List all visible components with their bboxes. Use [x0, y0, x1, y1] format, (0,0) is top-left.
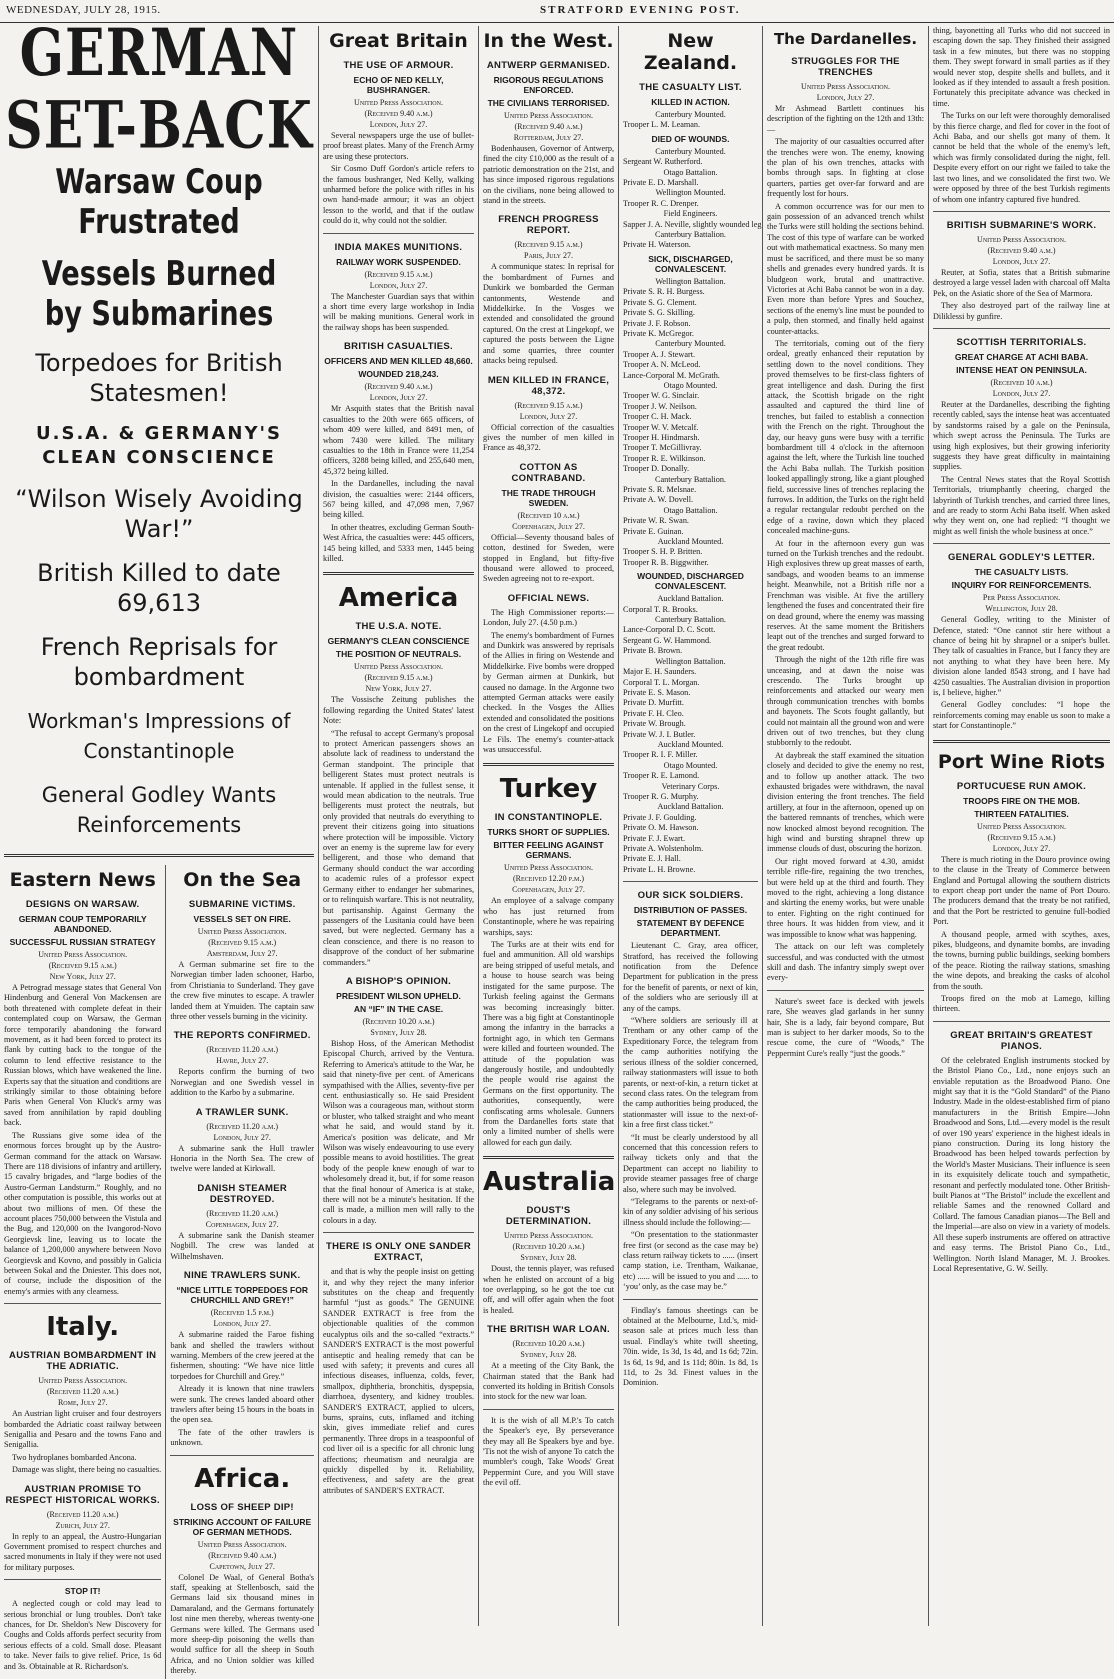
headline: A BISHOP'S OPINION.: [345, 975, 452, 987]
casualty-list-entry: Otago Mounted.: [663, 760, 718, 770]
dateline: Copenhagen, July 27.: [512, 521, 585, 531]
article-paragraph: Reuter at the Dardanelles, describing the fighting recently cabled, says the intense heat was accentuated by sandstorms raised by a gale on the Peninsula, which swept across the Peninsula. The Turks are using high explosives, but their growing inferiority suggests they have great difficulty in maintaining supplies.: [933, 399, 1110, 472]
casualty-list-entry: Canterbury Battalion.: [655, 615, 726, 625]
article-paragraph: General Godley concludes: “I hope the reinforcements coming may enable us soon to make a start for Constantinople.”: [933, 700, 1110, 731]
casualty-list-entry: Auckland Battalion.: [657, 594, 724, 604]
source-line: United Press Association.: [354, 662, 443, 672]
article-paragraph: Damage was slight, there being no casualties.: [12, 1465, 162, 1475]
subheadline: STATEMENT BY DEFENCE DEPARTMENT.: [636, 918, 745, 939]
casualty-list-entry: Trooper A. N. McLeod.: [623, 360, 701, 370]
dateline: New York, July 27.: [49, 972, 116, 981]
article-paragraph: “It must be clearly understood by all concerned that this concession refers to railway tickets only and that the Department can accept no liability to provide steamer passages free of charge also, where such may be involved.: [623, 1132, 758, 1194]
dateline: Havre, July 27.: [216, 1056, 269, 1066]
casualty-list-entry: Lance-Corporal M. McGrath.: [623, 370, 720, 380]
article-paragraph: Official—Seventy thousand bales of cotton, destined for Sweden, were stopped in England, but fifty-five thousand were allowed to proceed, Sweden agreeing not to re-export.: [483, 532, 614, 584]
article-paragraph: A submarine raided the Faroe fishing bank and shelled the trawlers without warning. Members of the crew jeered at the fishermen, shouting: “We have nice little torpedoes for Churchill and Grey.”: [170, 1330, 314, 1381]
paper-title: STRATFORD EVENING POST.: [540, 4, 741, 16]
article-paragraph: A submarine sank the Hull trawler Honoria in the North Sea. The crew of twelve were landed at Kirkwall.: [170, 1143, 314, 1174]
banner-headline-vessels: Vessels Burned by Submarines: [41, 254, 277, 334]
received-line: (Received 10 a.m.): [517, 510, 580, 520]
headline: DANISH STEAMER DESTROYED.: [197, 1182, 288, 1205]
banner-headline-torpedoes: Torpedoes for British Statesmen!: [35, 349, 283, 407]
banner-headline-wilson: “Wilson Wisely Avoiding War!”: [15, 485, 303, 543]
casualty-list-entry: Private F. H. Cleo.: [623, 708, 684, 718]
headline: A TRAWLER SUNK.: [195, 1106, 289, 1118]
banner-headline-usa: U.S.A. & GERMANY'S CLEAN CONSCIENCE: [36, 423, 282, 468]
received-line: (Received 9.15 a.m.): [514, 240, 583, 250]
advert-headline: STOP IT!: [64, 1586, 101, 1597]
article-paragraph: The High Commissioner reports:—London, July 27. (4.50 p.m.): [483, 607, 614, 628]
headline: LOSS OF SHEEP DIP!: [190, 1501, 294, 1513]
subheadline: RIGOROUS REGULATIONS ENFORCED.: [493, 75, 604, 95]
article-paragraph: The attack on our left was completely successful, and was conducted with the utmost skill and dash. The infantry simply swept over every-: [767, 942, 924, 983]
headline: THE CASUALTY LIST.: [639, 82, 742, 93]
subheadline: TURKS SHORT OF SUPPLIES.: [487, 827, 610, 838]
casualty-list-entry: Sergeant G. W. Hammond.: [623, 635, 712, 645]
section-title-america: America: [338, 583, 459, 614]
casualty-list-entry: Private F. J. Ewart.: [623, 833, 686, 843]
wounded-list: [623, 594, 758, 875]
received-line: (Received 12.20 p.m.): [513, 874, 584, 884]
casualty-list-entry: Trooper W. V. Metcalf.: [623, 422, 699, 432]
casualty-list-entry: Private E. D. Marshall.: [623, 178, 699, 188]
subheadline: THE CIVILIANS TERRORISED.: [487, 98, 610, 108]
article-paragraph: A common occurrence was for our men to gain possession of an advanced trench whilst the Turks were still holding the sections behind. The cost of this type of warfare can be worked out with mathematical exactness. So many men must be sacrificed, and there must be so many shells and grenades every hundred yards. It is bludgeon work, brutal and unattractive. Victories at Achi Baba cannot be won in a day. Even more than before Ypres and Souchez, sections of the enemy's line must be pounded to a pulp, then stormed, and finally held against counter-attacks.: [767, 201, 924, 336]
received-line: (Received 9.15 a.m.): [364, 269, 433, 279]
section-title-west: In the West.: [483, 30, 614, 52]
article-paragraph: Mr Asquith states that the British naval casualties to the 20th were 665 officers, of whom 409 were killed, and 8491 men, of whom 7430 were killed. The military casualties to the 18th in France were 11,254 officers, 3288 being killed, and 255,640 men, 45,372 being killed.: [323, 404, 474, 476]
died-list: [623, 146, 764, 251]
source-line: United Press Association.: [504, 111, 593, 120]
casualty-list-entry: Wellington Battalion.: [655, 656, 726, 666]
section-title-eastern: Eastern News: [9, 869, 156, 891]
received-line: (Received 10.20 a.m.): [362, 1016, 435, 1026]
received-line: (Received 9.40 a.m.): [987, 245, 1056, 255]
article-paragraph: Official correction of the casualties gives the number of men killed in France as 48,372.: [483, 422, 614, 453]
casualty-list-entry: Wellington Mounted.: [655, 188, 726, 198]
section-title-new-zealand: New Zealand.: [643, 30, 738, 74]
column-6: [928, 26, 1114, 1626]
subheadline: “NICE LITTLE TORPEDOES FOR CHURCHILL AND GREY!”: [176, 1285, 308, 1306]
casualty-list-entry: Trooper R. I. F. Miller.: [623, 750, 698, 760]
article-paragraph: Reports confirm the burning of two Norwegian and one Swedish vessel in addition to the Karbo by a submarine.: [170, 1067, 314, 1098]
dateline: Rome, July 27.: [57, 1398, 108, 1408]
dateline: Paris, July 27.: [524, 251, 573, 261]
subheadline: GERMANY'S CLEAN CONSCIENCE: [327, 636, 470, 647]
banner-headline-killed: British Killed to date 69,613: [37, 559, 281, 617]
column-5: [762, 26, 928, 1626]
casualty-list-entry: Trooper D. Donally.: [623, 464, 690, 474]
article-paragraph: In the Dardanelles, including the naval division, the casualties were: 2144 officers, 567 being killed, and 47,098 men, 7,967 being killed.: [323, 479, 474, 520]
dateline: London, July 27.: [213, 1132, 271, 1142]
dateline: Amsterdam, July 27.: [206, 949, 278, 958]
casualty-list-entry: Trooper R. E. Wilkinson.: [623, 453, 706, 463]
section-title-italy: Italy.: [46, 1312, 120, 1343]
source-line: United Press Association.: [504, 863, 593, 873]
casualty-list-entry: Private E. S. Mason.: [623, 687, 691, 697]
subheadline: INTENSE HEAT ON PENINSULA.: [956, 364, 1087, 375]
dateline: London, July 27.: [369, 120, 428, 129]
article-paragraph: Two hydroplanes bombarded Ancona.: [12, 1452, 137, 1462]
advert-headline: GREAT BRITAIN'S GREATEST PIANOS.: [950, 1029, 1093, 1052]
headline: SCOTTISH TERRITORIALS.: [956, 336, 1087, 348]
casualty-list-entry: Auckland Mounted.: [657, 739, 724, 749]
article-paragraph: The Turks on our left were thoroughly demoralised by this fierce charge, and fled for cover in the foot of Achi Baba, and our shells got many of them. It cannot be held that the whole of the enemy's left, which was firmly consolidated during the night, fell. Despite every effort on our right we failed to take the last two lines, and we consolidated the first two. We were opposed by three of the best Turkish regiments of whom one infantry captured five hundred.: [933, 111, 1110, 204]
subheadline: DIED OF WOUNDS.: [651, 133, 730, 144]
received-line: (Received 9.15 a.m.): [987, 832, 1056, 842]
headline: OFFICIAL NEWS.: [507, 592, 590, 604]
headline: COTTON AS CONTRABAND.: [511, 461, 586, 484]
article-paragraph: “Telegrams to the parents or next-of-kin of any soldier advising of his serious illness should include the following:—: [623, 1196, 758, 1227]
dateline: Copenhagen, July 27.: [512, 885, 585, 895]
casualty-list-entry: Trooper R. C. Drenper.: [623, 198, 699, 208]
received-line: (Received 11.20 a.m.): [206, 1208, 279, 1218]
source-line: United Press Association.: [38, 950, 128, 959]
casualty-list-entry: Trooper H. Hindmarsh.: [623, 432, 700, 442]
source-line: United Press Association.: [977, 234, 1066, 244]
article-paragraph: Reuter, at Sofia, states that a British submarine destroyed a large vessel laden with charcoal off Malta Pek, on the Asiatic shore of the Sea of Marmora.: [933, 267, 1110, 298]
dateline: Sydney, July 28.: [520, 1253, 577, 1263]
article-paragraph: At daybreak the staff examined the situation closely and decided to give the enemy no rest, and to follow up another attack. The two exhausted brigades were withdrawn, the naval division entering the front trenches. The field artillery, at four in the afternoon, opened up on the battered remnants of trenches, which were now knocked almost beyond recognition. The high wind and bursting shrapnel threw up immense clouds of dust, obscuring the horizon.: [767, 750, 924, 854]
received-line: (Received 10.20 a.m.): [512, 1242, 585, 1252]
casualty-list-entry: Auckland Battalion.: [657, 802, 724, 812]
subheadline: GERMAN COUP TEMPORARILY ABANDONED.: [18, 914, 147, 934]
casualty-list-entry: Trooper R. B. Biggwither.: [623, 557, 709, 567]
article-paragraph: Troops fired on the mob at Lamego, killing thirteen.: [933, 993, 1110, 1014]
casualty-list-entry: Private A. Wolstenholm.: [623, 844, 704, 853]
article-paragraph: The enemy's bombardment of Furnes and Dunkirk was answered by reprisals of the Allies in firing on Westende and Middelkirke. Five bombs were dropped by German airmen at Dunkirk, but caused no damage. In the Argonne two attempted German attacks were easily checked. In the Vosges the Allies extended and consolidated the positions on the crest of Lingekopf and occupied Le Fils. The enemy's counter-attack was unsuccessful.: [483, 630, 614, 755]
casualty-list-entry: Trooper C. H. Mack.: [623, 412, 692, 422]
headline: BRITISH CASUALTIES.: [344, 341, 453, 353]
dateline: London, July 27.: [213, 1319, 271, 1329]
headline: THE U.S.A. NOTE.: [355, 621, 442, 633]
dateline: Capetown, July 27.: [209, 1561, 275, 1571]
article-paragraph: Bishop Hoss, of the American Methodist Episcopal Church, arrived by the Ventura. Referring to America's attitude to the War, he said that ninety-five per cent. of Americans sympathised with the Allies, seventy-five per cent. enthusiastically so. He said President Wilson was a courageous man, without storm or bluster, who talked straight and who meant what he said, and would stand by it. America's position was delicate, and Mr Wilson was wisely endeavouring to use every possible means to avoid hostilities. The great body of the people knew enough of war to wholesomely dread it, but, if for some reason that the final honour of America is at stake, there will not be a minute's hesitation. If the call is made, a million men will rally to the colours in a day.: [323, 1038, 474, 1225]
casualty-list-entry: Otago Battalion.: [663, 167, 718, 177]
dateline: Copenhagen, July 27.: [205, 1219, 279, 1229]
received-line: (Received 9.15 a.m.): [48, 961, 117, 970]
received-line: (Received 9.40 a.m.): [514, 122, 583, 131]
article-paragraph: At four in the afternoon every gun was turned on the Turkish trenches and the redoubt. High explosives threw up great masses of earth, sandbags, and wooden beams to an immense height. Meanwhile, not a British rifle nor a Frenchman was visible. At five the artillery lengthened the fuses and concentrated their fire on dead ground, where the enemy was massing reserves. At the same moment the Britishers leapt out of the trenches and surged forward to the great redoubt.: [767, 538, 924, 652]
casualty-list-entry: Canterbury Mounted.: [655, 339, 726, 349]
dateline: London, July 27.: [992, 843, 1051, 853]
headline: STRUGGLES FOR THE TRENCHES: [791, 56, 900, 78]
article-paragraph: An Austrian light cruiser and four destroyers bombarded the Adriatic coast railway between Senigallia and Pesaro and the towns Fano and Senigallia.: [4, 1409, 162, 1450]
section-title-port-wine: Port Wine Riots: [937, 750, 1106, 773]
headline: DESIGNS ON WARSAW.: [25, 899, 140, 910]
banner-headline-french: French Reprisals for bombardment: [40, 633, 278, 691]
headline: NINE TRAWLERS SUNK.: [183, 1270, 301, 1282]
headline: AUSTRIAN PROMISE TO RESPECT HISTORICAL WORKS.: [5, 1483, 160, 1506]
subheadline: SUCCESSFUL RUSSIAN STRATEGY: [9, 937, 156, 947]
article-paragraph: The Russians give some idea of the enormous forces brought up by the Austro-German command for the attack on Warsaw. There are 118 divisions of infantry and artillery, 15 cavalry brigades, and “large bodies of the Austro-German Landsturm.” Roughly, and no other computation is possible, this works out at about two millions of men. Of these the account places 750,000 between the Vistula and the Bug, and 120,000 on the Ivangorod-Novo Georgievsk line, leaving us to locate the balance of 1,200,000 anywhere between Novo Georgievsk and Kovno, and possibly in Galicia between Sokal and the Dniester. This does not, of course, include the disposition of the enemy's armies with any clearness.: [4, 1130, 162, 1296]
casualty-list-entry: Trooper W. G. Sinclair.: [623, 391, 700, 401]
headline: BRITISH SUBMARINE'S WORK.: [946, 219, 1097, 231]
eastern-news-column: [4, 865, 166, 1679]
casualty-list-entry: Private S. R. H. Burgess.: [623, 287, 705, 297]
article-paragraph: “The refusal to accept Germany's proposal to protect American passengers shows an absolute lack of readiness to understand the German standpoint. The principle that belligerent States must protect neutrals is untenable. If applied in the fullest sense, it would mean abdication to the neutrals. True belligerents must protect the neutrals, but only provided that neutrals do everything to prevent their citizens going into situations where protection will be impossible. Victory over an enemy is the supreme law for every belligerent, and those who demand that Germany should conduct the war according to academic rules of a professor expect Germany either to endanger her submarines, or to relinquish warfare. This is not neutrality, but partisanship. Against Germany the passengers of the Lusitania could have been saved, but were neglected. Germany has a clean conscience, and there is no reason to disapprove of the conduct of her submarine commanders.”: [323, 728, 474, 967]
source-line: United Press Association.: [504, 1231, 593, 1241]
headline: THE BRITISH WAR LOAN.: [487, 1324, 610, 1336]
article-paragraph: thing, bayonetting all Turks who did not succeed in escaping down the sap. They finished their assigned task in a few minutes, but there was no stopping them. They swept forward in small parties as if they would never stop, despite shells and bullets, and it looked as if they intended to assault a fresh position. Fortunately this precipitate advance was checked in time.: [933, 26, 1110, 108]
dateline: London, July 27.: [369, 280, 428, 290]
article-paragraph: “On presentation to the stationmaster free first (or second as the case may be) class return railway tickets to ...... (insert camp station, i.e. Trentham, Waikanae, etc) ...... will be issued to you and ...... to ‘you’ only, as the case may be.”: [623, 1230, 758, 1292]
casualty-list-entry: Trooper R. E. Lamond.: [623, 771, 700, 781]
article-paragraph: General Godley, writing to the Minister of Defence, stated: “One cannot stir here without a chance of being hit by shrapnel or a sniper's bullet. They talk of casualties in France, but I fancy they are not anything to what they have been here. My division alone landed 8543 strong, and I have had 4250 casualties. The Australian division in proportion is, I believe, higher.”: [933, 615, 1110, 698]
section-title-sea: On the Sea: [183, 869, 302, 891]
subheadline: THE TRADE THROUGH SWEDEN.: [501, 487, 596, 508]
advert-paragraph: Findlay's famous sheetings can be obtained at the Melbourne, Ltd.'s, mid-season sale at prices much less than usual. Findlay's white twill sheeting, 70in. wide, 1s 3d, 1s 4d, and 1s 6d; 72in. 1s 6d, 1s 9d, and 1s 11d; 80in. 1s 8d, 1s 11d, to 2s 3d. Finest values in the Dominion.: [623, 1305, 758, 1388]
article-paragraph: A communique states: In reprisal for the bombardment of Furnes and Dunkirk we bombarded the German cantonments, Westende and Middelkirke. In the Vosges we extended and consolidated the ground captured. On the crest at Lingekopf, we captured the posts between the Ligne and some quarries, three counter attacks being repulsed.: [483, 262, 614, 366]
source-line: United Press Association.: [197, 1539, 287, 1549]
casualty-list-entry: Trooper L. M. Leaman.: [623, 120, 701, 130]
section-title-turkey: Turkey: [499, 774, 598, 805]
banner-main-headline: GERMAN SET-BACK: [5, 15, 313, 164]
article-paragraph: Already it is known that nine trawlers were sunk. The crews landed aboard other trawlers after being 15 hours in the boats in the open sea.: [170, 1384, 314, 1425]
casualty-list-entry: Private E. Guinan.: [623, 526, 684, 536]
subheadline: THE POSITION OF NEUTRALS.: [335, 649, 462, 660]
headline: THE REPORTS CONFIRMED.: [173, 1030, 311, 1042]
casualty-list-entry: Private W. Brough.: [623, 719, 686, 729]
subheadline: AN “IF” IN THE CASE.: [353, 1003, 444, 1014]
section-title-africa: Africa.: [194, 1463, 291, 1494]
received-line: (Received 11.20 a.m.): [46, 1509, 119, 1519]
subheadline: TROOPS FIRE ON THE MOB.: [963, 795, 1080, 806]
dateline: London, July 27.: [992, 256, 1051, 266]
casualty-list-entry: Auckland Mounted.: [657, 537, 724, 547]
source-line: United Press Association.: [38, 1376, 128, 1386]
casualty-list-entry: Private S. G. Skilling.: [623, 308, 695, 318]
dateline: New York, July 27.: [365, 684, 432, 694]
casualty-list-entry: Corporal T. L. Morgan.: [623, 677, 700, 687]
article-paragraph: Lieutenant C. Gray, area officer, Stratford, has received the following notification from the Defence Department for publication in the press for the benefit of parents, or next of kin, of the soldiers who are seriously ill at any of the camps.: [623, 941, 758, 1013]
subheadline: DISTRIBUTION OF PASSES.: [633, 905, 748, 916]
article-paragraph: A submarine sank the Danish steamer Nogbill. The crew was landed at Wilhelmshaven.: [170, 1230, 314, 1261]
headline: PORTUCUESE RUN AMOK.: [956, 780, 1087, 792]
dateline: Zurich, July 27.: [55, 1520, 110, 1530]
subheadline: KILLED IN ACTION.: [651, 97, 730, 107]
article-paragraph: The Vossische Zeitung publishes the following regarding the United States' latest Note:: [323, 695, 474, 726]
article-paragraph: A Petrograd message states that General Von Hindenburg and General Von Mackensen are both threatened with complete defeat in their contemplated coup on Warsaw, the German force temporarily abandoning the forward movement, as it had been forced to protect its flank by cutting back to the tongue of the column to lend effective resistance to the Russian blows, which have weakened the line. Experts say that the situation and conditions are strikingly similar to those obtaining before Paris when General Von Kluck's army was saved from annihilation by rapid doubling back.: [4, 983, 162, 1128]
casualty-list-entry: Canterbury Mounted.: [655, 146, 726, 156]
headline: ANTWERP GERMANISED.: [486, 60, 611, 71]
subheadline: WOUNDED 218,243.: [358, 369, 439, 380]
casualty-list-entry: Private E. J. Hall.: [623, 854, 681, 864]
casualty-list-entry: Private B. Brown.: [623, 646, 683, 656]
article-paragraph: Several newspapers urge the use of bullet-proof breast plates. Many of the French Army are using these protectors.: [323, 131, 474, 161]
subheadline: INQUIRY FOR REINFORCEMENTS.: [951, 580, 1092, 591]
article-paragraph: Doust, the tennis player, was refused when he enlisted on account of a big toe overlapping, so he got the toe cut off, and will offer again when the foot is healed.: [483, 1264, 614, 1315]
casualty-list-entry: Canterbury Mounted.: [655, 110, 726, 119]
headline: THE USE OF ARMOUR.: [343, 60, 454, 71]
casualty-list-entry: Canterbury Battalion.: [655, 230, 726, 240]
dateline: Sydney, July 28.: [520, 1350, 577, 1360]
advert-paragraph: Of the celebrated English instruments stocked by the Bristol Piano Co., Ltd., none enjoys such an enviable reputation as the Broadwood Piano. One might say that it is the “Gold Standard” of the Piano Industry. Made in the oldest-established firm of piano manufacturers in the British Empire—John Broadwood and Sons, Ltd.—every model is the result of over 190 years' experience in the highest ideals in piano construction. During its long history the Broadwood has been helped towards perfection by the World's Master Musicians. Their influence is seen in its exquisitely delicate touch and sympathetic, resonant and perfectly modulated tone. Other British-built Pianos at “The Bristol” include the excellent and reliable Sames and the renowned Collard and Collard. The famous Canadian pianos—The Bell and the Imperial—are also on view in a variety of models. All these superb instruments are offered on attractive and easy terms. The Bristol Piano Co., Ltd., Wellington. North Island Manager, M. J. Brookes. Local Representative, G. W. Seilly.: [933, 1055, 1110, 1273]
casualty-list-entry: Field Engineers.: [663, 209, 718, 219]
headline: INDIA MAKES MUNITIONS.: [334, 241, 463, 253]
article-paragraph: “Where soldiers are seriously ill at Trentham or any other camp of the Expeditionary Force, the telegram from the camp authorities notifying the serious illness of the soldier concerned, railway stationmasters will issue to both parents, or next-of-kin, a return ticket at second class rates. On the telegram from the camp authorities being produced, the stationmaster will issue to the next-of-kin a free first class ticket.”: [623, 1016, 758, 1130]
casualty-list-entry: Trooper T. McGillivray.: [623, 443, 702, 453]
section-title-great-britain: Great Britain: [329, 30, 468, 52]
headline: DOUST'S DETERMINATION.: [505, 1205, 592, 1228]
killed-list: [623, 110, 758, 131]
dateline: London, July 27.: [369, 393, 428, 403]
source-line: United Press Association.: [801, 82, 890, 91]
article-paragraph: There is much rioting in the Douro province owing to the clause in the Treaty of Commerce between England and Portugal allowing the southern districts to export cheap port under the name of Port Douro. The producers demand that the treaty be not ratified, and that the Port be restricted to genuine full-bodied Port.: [933, 854, 1110, 927]
subheadline: THIRTEEN FATALITIES.: [974, 808, 1069, 819]
article-paragraph: They also destroyed part of the railway line at Diliklessi by gunfire.: [933, 301, 1110, 321]
advert-paragraph: and that is why the people insist on getting it, and why they reject the many inferior substitutes on the cheap and frequently harmful “just as goods.” The GENUINE SANDER EXTRACT is free from the objectionable qualities of the common eucalyptus oils and the so-called “extracts.” SANDER'S EXTRACT is the most powerful antiseptic and healing remedy that can be used with safety; it prevents and cures all infectious diseases, influenza, colds, fever, smallpox, diphtheria, bronchitis, dyspepsia, diarrhoea, dysentery, and kidney troubles. SANDER'S EXTRACT, applied to ulcers, burns, sprains, cuts, inflamed and itching skin, gives immediate relief and cures permanently. Three drops in a teaspoonful of cod liver oil is a specific for all chronic lung affections; rheumatism and neuralgia are quickly dispelled by it. Reliability, effectiveness, and safety are the great attributes of SANDER'S EXTRACT.: [323, 1267, 474, 1495]
casualty-list-entry: Wellington Battalion.: [655, 276, 726, 286]
banner-headline-warsaw: Warsaw Coup Frustrated: [55, 162, 263, 242]
received-line: (Received 9.15 a.m.): [208, 938, 277, 947]
article-paragraph: The territorials, coming out of the fiery ordeal, greatly enhanced their reputation by settling down to the novel conditions. They proved themselves to be first-class fighters of great intelligence and dash. During the first attack, the Scottish brigade on the right assaulted and captured the third line of trenches, but failed to establish a connection with the French on the right. Throughout the day, our heavy guns were busy with a terrific bombardment till 4 o'clock in the afternoon against the left, where the Turkish line touched the Achi Baba nullah. The Turkish position looked appallingly strong, like a giant ploughed field, successive lines of trenches replacing the furrows. In addition, the Turks on the right held a regular rectangular redoubt perched on the edge of a ravine, down which they placed concealed machine-guns.: [767, 338, 924, 536]
casualty-list-entry: Private S. R. Melsnae.: [623, 485, 697, 494]
casualty-list-entry: Private W. R. Swan.: [623, 516, 689, 526]
article-paragraph: A thousand people, armed with scythes, axes, pikes, bludgeons, and dynamite bombs, are invading the towns, burning public buildings, seeking bombers of the peace. Rioting the railway stations, smashing the wine depots, and breaking the casks of alcohol from the south.: [933, 929, 1110, 991]
subheadline: RAILWAY WORK SUSPENDED.: [336, 256, 461, 267]
casualty-list-entry: Trooper A. J. Stewart.: [623, 349, 696, 359]
headline: OUR SICK SOLDIERS.: [637, 890, 744, 902]
article-paragraph: The Manchester Guardian says that within a short time every large workshop in India will be making munitions. General work in the railway shops has been suspended.: [323, 291, 474, 332]
subheadline: ECHO OF NED KELLY, BUSHRANGER.: [353, 75, 444, 95]
subheadline: STRIKING ACCOUNT OF FAILURE OF GERMAN METHODS.: [173, 1516, 312, 1537]
dateline: Rotterdam, July 27.: [513, 133, 584, 142]
dateline: Wellington, July 28.: [985, 604, 1058, 614]
subheadline: GREAT CHARGE AT ACHI BABA.: [954, 351, 1089, 362]
article-paragraph: The majority of our casualties occurred after the trenches were won. The enemy, knowing the plan of his own trenches, attacks with bombs through saps. In fighting at close quarters, parties get over-far forward and are frequently lost for hours.: [767, 137, 924, 199]
article-paragraph: Bodenhausen, Governor of Antwerp, fined the city £10,000 as the result of a patriotic demonstration on the 21st, and has since imposed rigorous regulations on the civilians, none being allowed to stand in the streets.: [483, 144, 614, 206]
article-paragraph: Our right moved forward at 4.30, amidst terrible rifle-fire, regaining the two trenches, but were held up at the third and fourth. They moved to the right, achieving a long distance and skirting the enemy works, but were unable to enter. Fighting on the right continued for three hours. It was hidden from view, and it was impossible to know what was happening.: [767, 856, 924, 939]
column-2: [318, 26, 478, 1626]
casualty-list-entry: Private L. H. Browne.: [623, 864, 696, 874]
column-4: [618, 26, 762, 1626]
article-paragraph: The Turks are at their wits end for fuel and ammunition. All old warships are being stripped of useful metals, and a house to house search was being instigated for the same purpose. The Turkish feeling against the Germans was becoming increasingly bitter. There was a big fight at Constantinople among the infantry in the barracks a fortnight ago, in which ten Germans were killed and fourteen wounded. The attitude of the population was dangerously hostile, and undoubtedly the people would rise against the Germans on the first opportunity. The authorities, consequently, were confiscating arms wholesale. Gunners from the Dardanelles forts state that only a limited number of shells were allowed for each gun daily.: [483, 940, 614, 1147]
received-line: (Received 1.5 p.m.): [210, 1308, 274, 1318]
subheadline: BITTER FEELING AGAINST GERMANS.: [493, 840, 604, 861]
subheadline: WOUNDED, DISCHARGED CONVALESCENT.: [637, 571, 744, 592]
article-paragraph: In reply to an appeal, the Austro-Hungarian Government promised to respect churches and sacred monuments in Italy if they were not used for military purposes.: [4, 1531, 162, 1572]
casualty-list-entry: Otago Battalion.: [663, 505, 718, 515]
dateline: London, July 27.: [816, 93, 875, 102]
headline: IN CONSTANTINOPLE.: [494, 812, 603, 824]
article-paragraph: A German submarine set fire to the Norwegian timber laden schooner, Harbo, from Christiania to Sunderland. They gave the crew five minutes to escape. A trawler landed them at Ymuiden. The captain saw three other vessels burning in the vicinity.: [170, 960, 314, 1022]
casualty-list-entry: Private A. W. Dovell.: [623, 495, 694, 505]
column-1: [0, 15, 318, 1676]
subheadline: SICK, DISCHARGED, CONVALESCENT.: [648, 253, 733, 274]
source-line: United Press Association.: [354, 98, 443, 107]
casualty-list-entry: Private O. M. Hawson.: [623, 823, 699, 833]
casualty-list-entry: Trooper R. G. Murphy.: [623, 791, 699, 801]
advert-paragraph: A neglected cough or cold may lead to serious bronchial or lung troubles. Don't take chances, for Dr. Sheldon's New Discovery for Coughs and Colds affords perfect security from serious effects of a cold. Small dose. Pleasant to take. Never fails to give relief. Price, 1s 6d and 3s. Obtainable at R. Richardson's.: [4, 1599, 162, 1671]
received-line: (Received 9.15 a.m.): [364, 673, 433, 683]
headline: GENERAL GODLEY'S LETTER.: [947, 552, 1096, 564]
article-paragraph: Through the night of the 12th rifle fire was unceasing, and at dawn the noise was crescendo. The Turks brought up reinforcements and attacked our weary men through communication trenches with bombs and bayonets. The Scots fought gallantly, but could not maintain all the ground won and were driven out of two trenches, but they clung stubbornly to the redoubt.: [767, 655, 924, 748]
column-3: [478, 26, 618, 1626]
casualty-list-entry: Private W. J. I. Butler.: [623, 729, 696, 739]
banner-headline-constantinople: Workman's Impressions of Constantinople: [27, 709, 291, 763]
casualty-list-entry: Corporal T. R. Brooks.: [623, 604, 698, 614]
headline: MEN KILLED IN FRANCE, 48,372.: [487, 374, 610, 397]
advert-verse: It is the wish of all M.P.'s To catch the Speaker's eye, By perseverance they may all Be Speakers bye and bye. 'Tis not the wish of anyone To catch the mumbler's cough, Take Woods' Great Peppermint Cure, and you Will stave the evil off.: [483, 1415, 614, 1488]
subheadline: VESSELS SET ON FIRE.: [193, 914, 291, 924]
issue-date: WEDNESDAY, JULY 28, 1915.: [6, 4, 161, 16]
casualty-list-entry: Sergeant W. Rutherford.: [623, 157, 703, 167]
banner-headlines: [4, 15, 314, 840]
article-paragraph: The Central News states that the Royal Scottish Territorials, triumphantly cheering, charged the labyrinth of Turkish trenches, and carried three lines, and are ready to storm Achi Baba itself. When asked why they went on, one had replied: “I thought we might as well finish the whole business at once.”: [933, 474, 1110, 536]
headline: AUSTRIAN BOMBARDMENT IN THE ADRIATIC.: [9, 1350, 157, 1373]
source-line: Per Press Association.: [982, 593, 1061, 603]
casualty-list-entry: Private J. F. Goulding.: [623, 812, 697, 822]
banner-headline-godley: General Godley Wants Reinforcements: [41, 783, 277, 837]
received-line: (Received 11.20 a.m.): [206, 1045, 279, 1055]
headline: SUBMARINE VICTIMS.: [188, 899, 296, 910]
advert-headline: THERE IS ONLY ONE SANDER EXTRACT,: [326, 1241, 471, 1264]
subheadline: THE CASUALTY LISTS.: [974, 567, 1069, 578]
casualty-list-entry: Private H. Waterson.: [623, 240, 691, 250]
article-paragraph: In other theatres, excluding German South-West Africa, the casualties were: 445 officers, 145 being killed, and 5333 men, 1445 being killed.: [323, 522, 474, 563]
casualty-list-entry: Private S. G. Clement.: [623, 297, 697, 307]
advert-verse: Nature's sweet face is decked with jewels rare, She weaves glad garlands in her sunny hair, She is a lady, fair beyond compare, But man is subject to her darker moods, So to the rescue come, the cure of “Woods,” The Peppermint Cure's really “just the goods.”: [767, 996, 924, 1058]
received-line: (Received 11.20 a.m.): [46, 1387, 119, 1397]
section-title-australia: Australia: [483, 1167, 616, 1198]
section-title-dardanelles: The Dardanelles.: [773, 30, 918, 48]
casualty-list-entry: Trooper J. W. Neilson.: [623, 401, 697, 411]
on-the-sea-column: [166, 865, 314, 1679]
article-paragraph: The fate of the other trawlers is unknown.: [170, 1427, 314, 1448]
article-paragraph: Sir Cosmo Duff Gordon's article refers to the famous bushranger, Ned Kelly, walking unharmed before the police with rifles in his own hand-made armour; it was an object lesson to the world, and that if the outlaw could do it, why could not the soldier.: [323, 164, 474, 226]
dateline: London, July 27.: [519, 411, 578, 421]
casualty-list-entry: Lance-Corporal D. C. Scott.: [623, 625, 716, 635]
casualty-list-entry: Canterbury Battalion.: [655, 474, 726, 484]
casualty-list-entry: Private D. Murfitt.: [623, 698, 684, 708]
subheadline: OFFICERS AND MEN KILLED 48,660.: [324, 356, 473, 367]
sick-list: [623, 277, 758, 568]
source-line: United Press Association.: [977, 821, 1066, 831]
dateline: Sydney, July 28.: [370, 1027, 427, 1037]
casualty-list-entry: Private J. F. Robson.: [623, 318, 691, 328]
source-line: United Press Association.: [197, 927, 287, 936]
received-line: (Received 10.20 a.m.): [512, 1339, 585, 1349]
received-line: (Received 10 a.m.): [990, 377, 1053, 387]
received-line: (Received 9.40 a.m.): [208, 1550, 277, 1560]
headline: FRENCH PROGRESS REPORT.: [498, 214, 599, 237]
casualty-list-entry: Otago Mounted.: [663, 380, 718, 390]
subheadline: PRESIDENT WILSON UPHELD.: [336, 990, 461, 1001]
received-line: (Received 9.40 a.m.): [364, 109, 433, 118]
casualty-list-entry: Veterinary Corps.: [661, 781, 720, 791]
casualty-list-entry: Sapper J. A. Neville, slightly wounded leg.: [623, 219, 764, 229]
article-paragraph: Mr Ashmead Bartlett continues his description of the fighting on the 12th and 13th:—: [767, 104, 924, 134]
article-paragraph: Colonel De Waal, of General Botha's staff, speaking at Stellenbosch, said the Germans laid six thousand mines in Damaraland, and the Germans fortunately lost nine men thereby, whereas twenty-one Germans were killed. The Germans used more sheep-dip poisoning the wells than would suffice for all the sheep in South Africa, and no Union soldier was killed thereby.: [170, 1572, 314, 1676]
article-paragraph: An employee of a salvage company who has just returned from Constantinople, where he was repairing warships, says:: [483, 896, 614, 937]
casualty-list-entry: Major E. H. Saunders.: [623, 667, 697, 677]
article-paragraph: At a meeting of the City Bank, the Chairman stated that the Bank had converted its holding in British Consols into stock for the new war loan.: [483, 1361, 614, 1402]
received-line: (Received 9.15 a.m.): [514, 400, 583, 410]
dateline: London, July 27.: [992, 388, 1051, 398]
casualty-list-entry: Private K. McGregor.: [623, 328, 694, 338]
received-line: (Received 9.40 a.m.): [364, 382, 433, 392]
received-line: (Received 11.20 a.m.): [206, 1121, 279, 1131]
casualty-list-entry: Trooper S. H. P. Britten.: [623, 547, 703, 557]
